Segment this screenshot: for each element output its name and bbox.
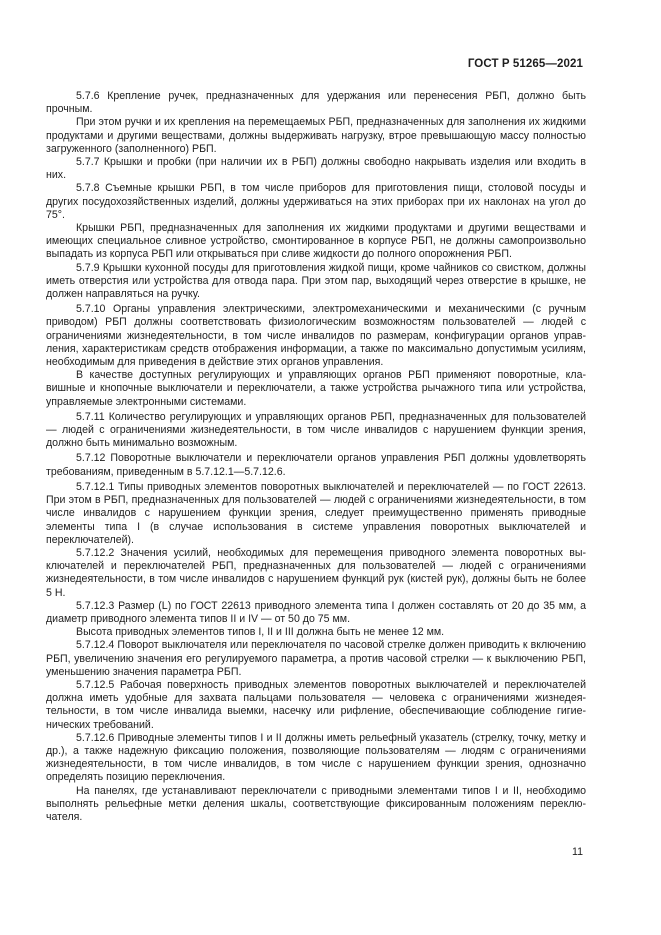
paragraph-5-7-9: 5.7.9 Крышки кухонной посуды для приготовления жидкой пищи, кроме чайников со свистком, должны иметь отверстия или устройства для отвода пара. При этом пар, выходящий через отверстие в крышке, не должен направляться на ручку.	[46, 261, 586, 301]
paragraph-5-7-7: 5.7.7 Крышки и пробки (при наличии их в РБП) должны свободно накрывать изделия или входить в них.	[46, 156, 586, 182]
paragraph-5-7-8: 5.7.8 Съемные крышки РБП, в том числе приборов для приготовления пищи, столовой посуды и других посудохозяйственных изделий, должны удерживаться на этих приборах при их наклонах на угол до 75°.	[46, 182, 586, 221]
paragraph-5-7-10: 5.7.10 Органы управления электрическими, электромеханическими и механическими (с ручным приводом) РБП должны соответствовать физиологическим возможностям пользователей — людей с ограничениями жизнедеятельности, в том числе инвалидов по размерам, конфигурации органов управления, характеристикам средств отображения информации, а также по максимально допустимым усилиям, необходимым для приведения в действие этих органов управления.	[46, 303, 586, 369]
paragraph-5-7-6: 5.7.6 Крепление ручек, предназначенных для удержания или перенесения РБП, должно быть прочным.	[46, 90, 586, 116]
body-text	[46, 90, 586, 824]
paragraph-5-7-12-3-cont: Высота приводных элементов типов I, II и III должна быть не менее 12 мм.	[76, 626, 445, 639]
paragraph-5-7-12-1: 5.7.12.1 Типы приводных элементов поворотных выключателей и переключателей — по ГОСТ 22613. При этом в РБП, предназначенных для пользователей — людей с ограничениями жизнедеятельности, в том числе инвалидов с нарушением функции зрения, следует преимущественно применять приводные элементы типа I (в случае использования в системе управления поворотных выключателей и переключателей).	[46, 480, 586, 546]
paragraph-5-7-12-6-cont: На панелях, где устанавливают переключатели с приводными элементами типов I и II, необходимо выполнять рельефные метки деления шкалы, соответствующие фиксированным положениям переключателя.	[46, 784, 586, 823]
paragraph-5-7-6-cont: При этом ручки и их крепления на перемещаемых РБП, предназначенных для заполнения их жидкими продуктами и другими веществами, должны выдерживать нагрузку, втрое превышающую массу полностью загруженного (заполненного) РБП.	[46, 116, 586, 155]
paragraph-5-7-12-2: 5.7.12.2 Значения усилий, необходимых для перемещения приводного элемента поворотных выключателей и переключателей РБП, предназначенных для пользователей — людей с ограничениями жизнедеятельности, в том числе инвалидов с нарушением функций рук (кистей рук), должны быть не более 5 Н.	[46, 546, 586, 599]
paragraph-5-7-12-5: 5.7.12.5 Рабочая поверхность приводных элементов поворотных выключателей и переключателей должна иметь удобные для захвата пальцами пользователя — человека с ограничениями жизнедеятельности, в том числе инвалида выемки, насечку или рифление, обеспечивающие соблюдение гигиенических требований.	[46, 678, 586, 731]
paragraph-5-7-12-3: 5.7.12.3 Размер (L) по ГОСТ 22613 приводного элемента типа I должен составлять от 20 до 35 мм, а диаметр приводного элемента типов II и IV — от 50 до 75 мм.	[46, 599, 586, 625]
paragraph-5-7-8-cont: Крышки РБП, предназначенных для заполнения их жидкими продуктами и другими веществами и имеющих специальное сливное устройство, смонтированное в корпусе РБП, не должны самопроизвольно выпадать из корпуса РБП или открываться при сливе жидкости до полного опорожнения РБП.	[46, 222, 586, 261]
paragraph-5-7-12: 5.7.12 Поворотные выключатели и переключатели органов управления РБП должны удовлетворять требованиям, приведенным в 5.7.12.1—5.7.12.6.	[46, 452, 586, 478]
standard-designation: ГОСТ Р 51265—2021	[467, 58, 583, 70]
paragraph-5-7-10-cont: В качестве доступных регулирующих и управляющих органов РБП применяют поворотные, клавишные и кнопочные выключатели и переключатели, а также устройства рычажного типа или устройства, управляемые электронными системами.	[46, 369, 586, 408]
paragraph-5-7-11: 5.7.11 Количество регулирующих и управляющих органов РБП, предназначенных для пользователей — людей с ограничениями жизнедеятельности, в том числе инвалидов с нарушением функции зрения, должно быть минимально возможным.	[46, 410, 586, 450]
page-number: 11	[572, 846, 583, 858]
paragraph-5-7-12-4: 5.7.12.4 Поворот выключателя или переключателя по часовой стрелке должен приводить к включению РБП, увеличению значения его регулируемого параметра, а против часовой стрелки — к выключению РБП, уменьшению значения параметра РБП.	[46, 639, 586, 678]
paragraph-5-7-12-6: 5.7.12.6 Приводные элементы типов I и II должны иметь рельефный указатель (стрелку, точку, метку и др.), а также надежную фиксацию положения, позволяющие пользователям — людям с ограничениями жизнедеятельности, в том числе инвалидов, в том числе с нарушением функции зрения, однозначно определять позицию переключения.	[46, 731, 586, 784]
